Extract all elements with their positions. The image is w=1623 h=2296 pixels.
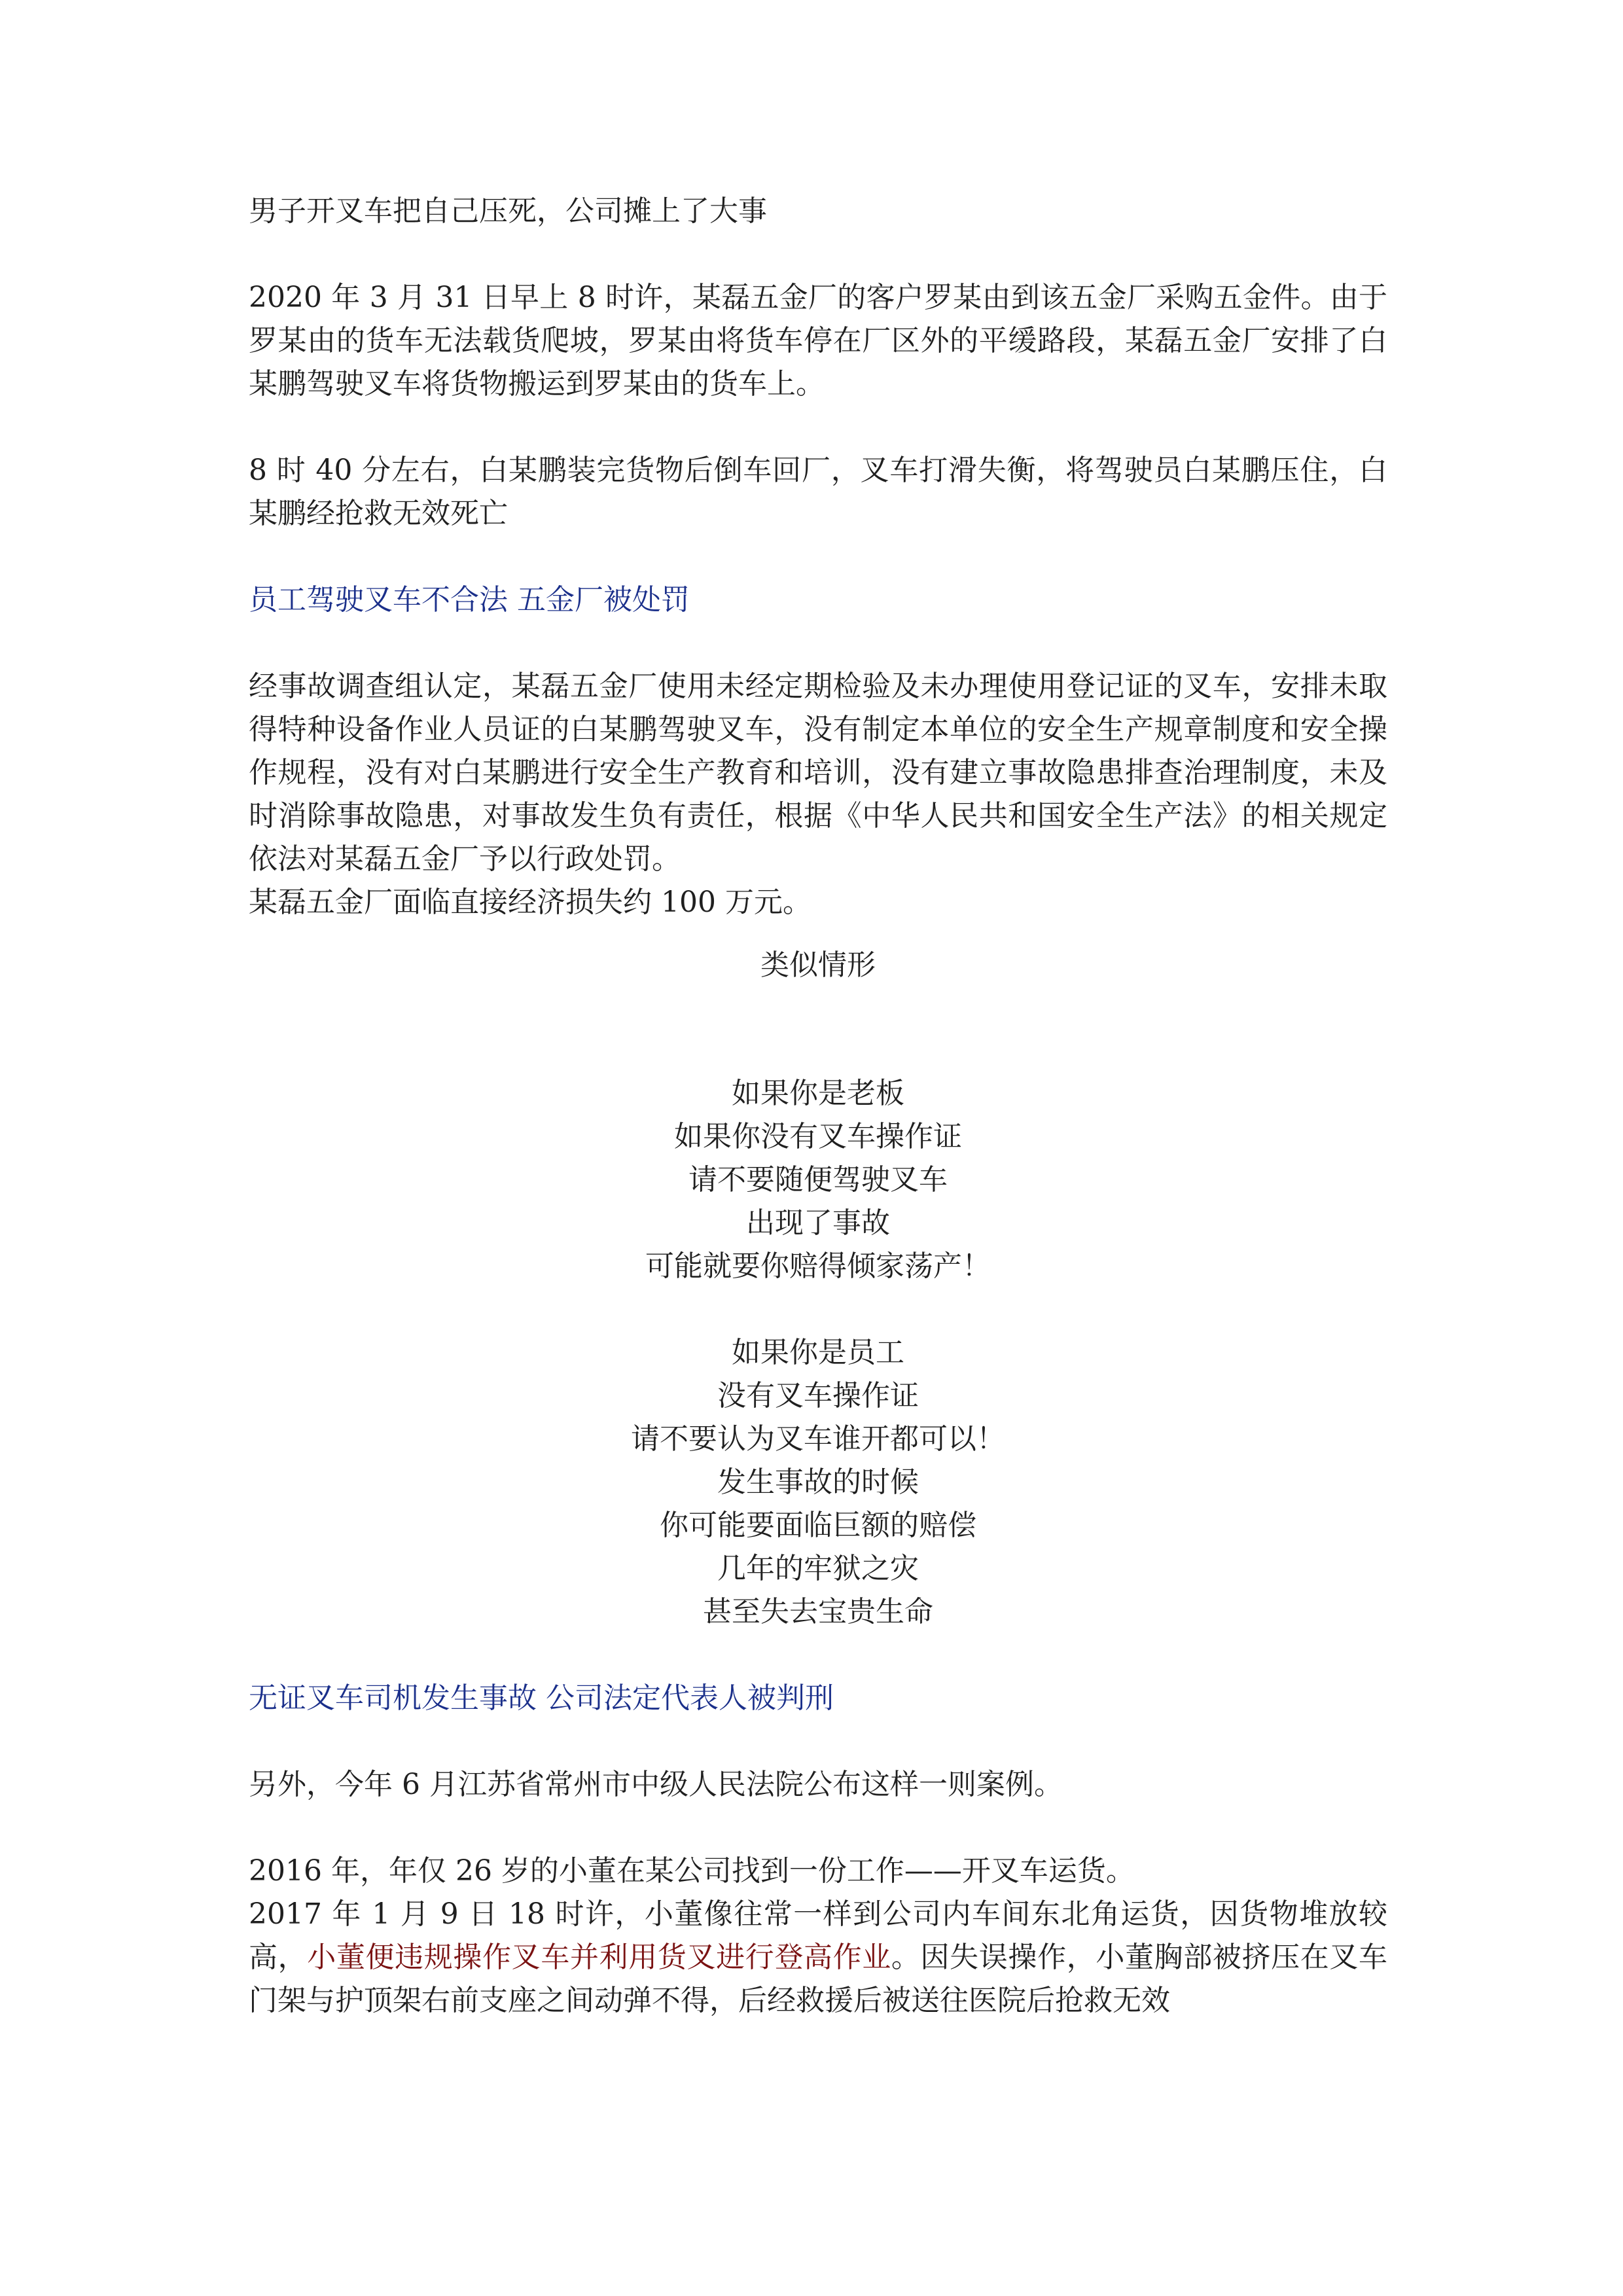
article-title: 男子开叉车把自己压死，公司摊上了大事 [249,194,767,228]
paragraph-investigation: 经事故调查组认定，某磊五金厂使用未经定期检验及未办理使用登记证的叉车，安排未取得特种设备作业人员证的白某鹏驾驶叉车，没有制定本单位的安全生产规章制度和安全操作规程，没有对白某鹏进行安全生产教育和培训，没有建立事故隐患排查治理制度，未及时消除事故隐患，对事故发生负有责任，根据《中华人民共和国安全生产法》的相关规定依法对某磊五金厂予以行政处罚。 [249,670,1387,876]
paragraph-dong-accident [249,1893,1387,2022]
poem-line: 你可能要面临巨额的赔偿 [660,1509,976,1542]
poem-line: 没有叉车操作证 [717,1379,919,1412]
poem-boss [249,1072,1387,1288]
section-heading-court: 无证叉车司机发生事故 公司法定代表人被判刑 [249,1681,834,1715]
poem-line: 甚至失去宝贵生命 [703,1595,933,1628]
poem-line: 如果你是员工 [732,1336,904,1369]
text-segment: 2017 年 1 月 9 日 18 时许，小董像往常一样到公司内车间东北角运货，因货物堆放较高， [249,1897,1387,1974]
section-heading-penalty: 员工驾驶叉车不合法 五金厂被处罚 [249,583,690,617]
poem-line: 如果你是老板 [732,1077,904,1110]
paragraph-dong-job: 2016 年，年仅 26 岁的小董在某公司找到一份工作——开叉车运货。 [249,1854,1135,1888]
paragraph-court-case: 另外，今年 6 月江苏省常州市中级人民法院公布这样一则案例。 [249,1768,1063,1801]
paragraph-incident: 2020 年 3 月 31 日早上 8 时许，某磊五金厂的客户罗某由到该五金厂采购五金件。由于罗某由的货车无法载货爬坡，罗某由将货车停在厂区外的平缓路段，某磊五金厂安排了白某鹏驾驶叉车将货物搬运到罗某由的货车上。 [249,281,1387,401]
poem-employee [249,1331,1387,1634]
paragraph-accident: 8 时 40 分左右，白某鹏装完货物后倒车回厂，叉车打滑失衡，将驾驶员白某鹏压住，白某鹏经抢救无效死亡 [249,454,1387,530]
poem-line: 几年的牢狱之灾 [717,1552,919,1585]
poem-line: 可能就要你赔得倾家荡产！ [645,1249,991,1283]
poem-line: 请不要随便驾驶叉车 [688,1163,948,1196]
text-segment: 。因失误操作，小董胸部被挤压在叉车门架与护顶架右前支座之间动弹不得，后经救援后被送往医院后抢救无效 [249,1941,1388,2017]
poem-line: 出现了事故 [746,1206,890,1240]
highlighted-text: 小董便违规操作叉车并利用货叉进行登高作业 [307,1941,891,1974]
poem-line: 请不要认为叉车谁开都可以！ [631,1422,1005,1456]
document-page [249,190,1387,2022]
paragraph-loss: 某磊五金厂面临直接经济损失约 100 万元。 [249,886,812,919]
poem-line: 如果你没有叉车操作证 [674,1120,962,1153]
poem-line: 发生事故的时候 [717,1465,919,1499]
similar-cases-heading: 类似情形 [760,948,876,982]
